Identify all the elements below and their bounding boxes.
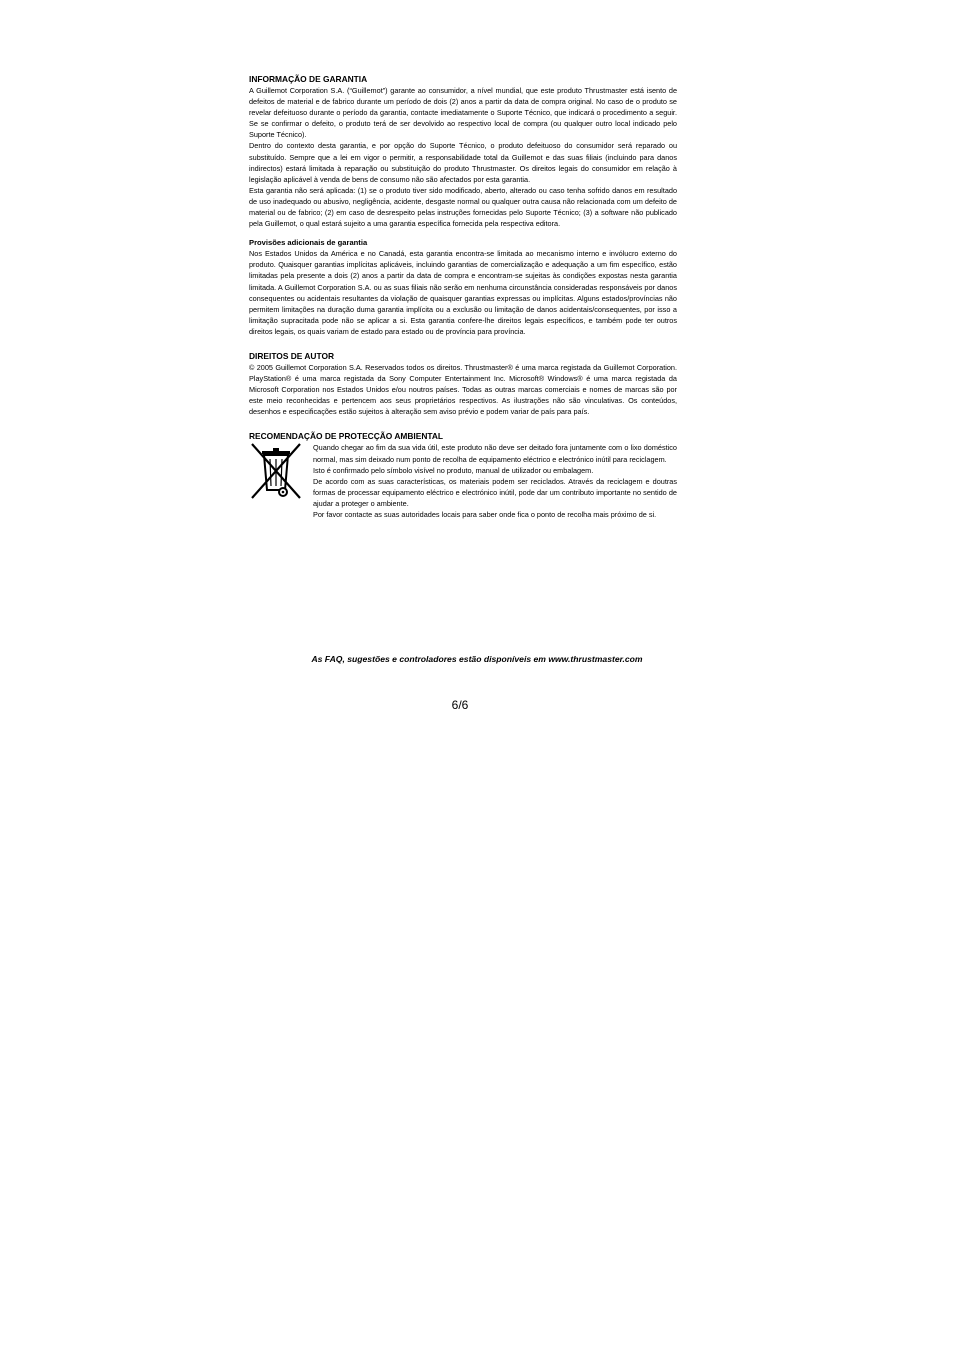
environment-title: RECOMENDAÇÃO DE PROTECÇÃO AMBIENTAL (249, 431, 444, 442)
warranty-section (249, 74, 677, 229)
warranty-paragraph: A Guillemot Corporation S.A. (“Guillemot”) garante ao consumidor, a nível mundial, que este produto Thrustmaster está isento de defeitos de material e de fabrico durante um período de dois (2) anos a partir da data de compra original. No caso de o produto se revelar defeituoso durante o período da garantia, contacte imediatamente o Suporte Técnico, que indicará o procedimento a seguir. Se se confirmar o defeito, o produto terá de ser devolvido ao respectivo local de compra (ou qualquer outro local indicado pelo Suporte Técnico). (249, 86, 677, 140)
footer-note: As FAQ, sugestões e controladores estão disponíveis em www.thrustmaster.com (311, 654, 643, 664)
additional-warranty-section (249, 237, 677, 337)
additional-warranty-text: Nos Estados Unidos da América e no Canadá, esta garantia encontra-se limitada ao mecanismo interno e invólucro externo do produto. Quaisquer garantias implícitas aplicáveis, incluindo garantias de comercialização e adequação a um fim específico, estão limitadas pela presente a dois (2) anos a partir da data de compra e encontram-se sujeitas às condições expostas nesta garantia limitada. A Guillemot Corporation S.A. ou as suas filiais não serão em nenhuma circunstância consideradas responsáveis por danos consequentes ou acidentais resultantes da violação de quaisquer garantias expressas ou implícitas. Alguns estados/províncias não permitem limitações na duração duma garantia implícita ou a exclusão ou limitação de danos acidentais/consequentes, por isso a limitação supracitada pode não se aplicar a si. Esta garantia confere-lhe direitos legais específicos, e também pode ter outros direitos legais, os quais variam de estado para estado ou de província para província. (249, 249, 677, 336)
crossed-out-wheelie-bin-icon (249, 442, 303, 500)
copyright-title: DIREITOS DE AUTOR (249, 350, 335, 361)
warranty-paragraph: Esta garantia não será aplicada: (1) se o produto tiver sido modificado, aberto, alterado ou caso tenha sofrido danos em resultado de uso inadequado ou abusivo, negligência, acidente, desgaste normal ou qualquer outra causa não relacionada com um defeito de material ou de fabrico; (2) em caso de desrespeito pelas instruções fornecidas pelo Suporte Técnico; (3) a software não publicado pela Guillemot, o qual estará sujeito a uma garantia específica fornecida pela respectiva editora. (249, 185, 677, 229)
warranty-paragraph: Dentro do contexto desta garantia, e por opção do Suporte Técnico, o produto defeituoso do consumidor será reparado ou substituído. Sempre que a lei em vigor o permitir, a responsabilidade total da Guillemot e das suas filiais (incluindo para danos indirectos) estará limitada à reparação ou substituição do produto Thrustmaster. Os direitos legais do consumidor em relação à legislação aplicável à venda de bens de consumo não são afectados por esta garantia. (249, 141, 677, 184)
additional-warranty-title: Provisões adicionais de garantia (249, 238, 368, 248)
copyright-text: © 2005 Guillemot Corporation S.A. Reservados todos os direitos. Thrustmaster® é uma marca registada da Guillemot Corporation. PlayStation® é uma marca registada da Sony Computer Entertainment Inc. Microsoft® Windows® é uma marca registada da Microsoft Corporation nos Estados Unidos e/ou noutros países. Todas as outras marcas comerciais e nomes de marcas são por este meio reconhecidas e pertencem aos seus proprietários respectivos. As ilustrações não são vinculativas. Os conteúdos, desenhos e especificações estão sujeitos à alteração sem aviso prévio e podem variar de país para país. (249, 362, 677, 417)
copyright-section (249, 351, 677, 417)
document-body (249, 74, 677, 528)
environment-paragraph: Quando chegar ao fim da sua vida útil, este produto não deve ser deitado fora juntamente com o lixo doméstico normal, mas sim deixado num ponto de recolha de equipamento eléctrico e electrónico inútil para reciclagem. (313, 443, 677, 464)
environment-paragraph: Isto é confirmado pelo símbolo visível no produto, manual de utilizador ou embalagem. (313, 465, 594, 475)
environment-paragraph: Por favor contacte as suas autoridades locais para saber onde fica o ponto de recolha mais próximo de si. (313, 510, 657, 519)
page-number: 6/6 (451, 698, 469, 712)
environment-section (249, 431, 677, 520)
environment-paragraph: De acordo com as suas características, os materiais podem ser reciclados. Através da reciclagem e doutras formas de processar equipamento eléctrico e electrónico inútil, pode dar um contributo importante no sentido de ajudar a proteger o ambiente. (313, 476, 677, 508)
warranty-title: INFORMAÇÃO DE GARANTIA (249, 74, 368, 84)
